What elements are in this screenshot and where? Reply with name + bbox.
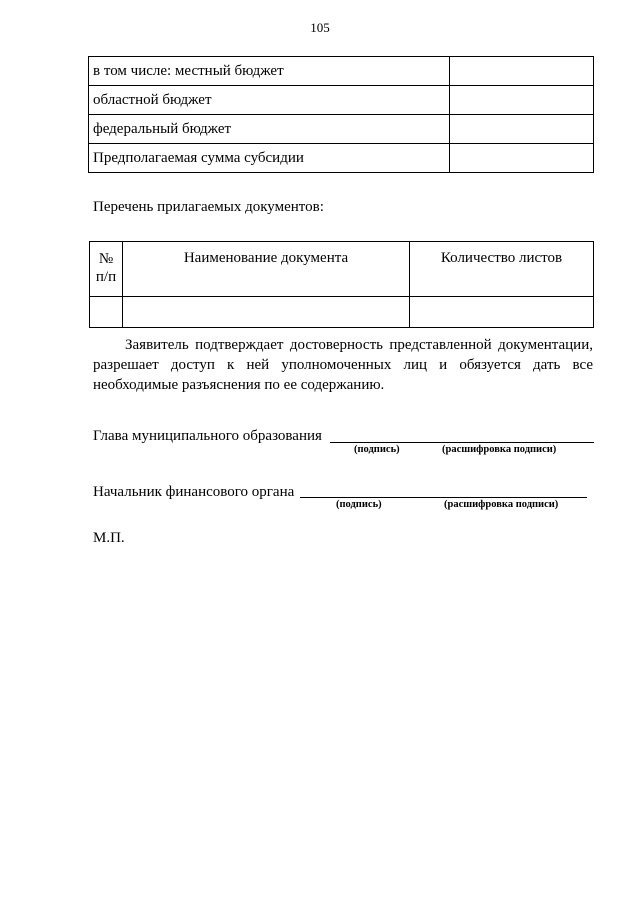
documents-title: Перечень прилагаемых документов: bbox=[93, 199, 324, 215]
signature-finance-sign-hint: (подпись) bbox=[336, 499, 382, 510]
cell-num bbox=[90, 297, 123, 328]
signature-finance-decode-hint: (расшифровка подписи) bbox=[444, 499, 559, 510]
table-header-row bbox=[90, 242, 594, 297]
header-count: Количество листов bbox=[410, 242, 594, 297]
table-row bbox=[89, 144, 594, 173]
budget-label: в том числе: местный бюджет bbox=[89, 57, 450, 86]
signature-head-decode-hint: (расшифровка подписи) bbox=[442, 444, 557, 455]
budget-table bbox=[88, 56, 594, 173]
stamp-place-label: М.П. bbox=[93, 530, 125, 546]
budget-value bbox=[450, 144, 594, 173]
signature-head-sign-hint: (подпись) bbox=[354, 444, 400, 455]
signature-head-line bbox=[330, 429, 594, 443]
table-row bbox=[90, 297, 594, 328]
budget-value bbox=[450, 86, 594, 115]
table-row bbox=[89, 115, 594, 144]
signature-finance-line bbox=[300, 485, 587, 498]
cell-name bbox=[123, 297, 410, 328]
applicant-statement: Заявитель подтверждает достоверность представленной документации, разрешает доступ к ней уполномоченных лиц и обязуется дать все необходимые разъяснения по ее содержанию. bbox=[93, 337, 593, 393]
cell-count bbox=[410, 297, 594, 328]
table-row bbox=[89, 86, 594, 115]
budget-label: федеральный бюджет bbox=[89, 115, 450, 144]
documents-table bbox=[89, 241, 594, 328]
page-number: 105 bbox=[310, 20, 330, 35]
budget-label: областной бюджет bbox=[89, 86, 450, 115]
signature-head-title: Глава муниципального образования bbox=[93, 428, 322, 444]
budget-value bbox=[450, 57, 594, 86]
header-name: Наименование документа bbox=[123, 242, 410, 297]
budget-label: Предполагаемая сумма субсидии bbox=[89, 144, 450, 173]
table-row bbox=[89, 57, 594, 86]
signature-finance-title: Начальник финансового органа bbox=[93, 484, 295, 500]
header-num: № п/п bbox=[90, 242, 123, 297]
budget-value bbox=[450, 115, 594, 144]
